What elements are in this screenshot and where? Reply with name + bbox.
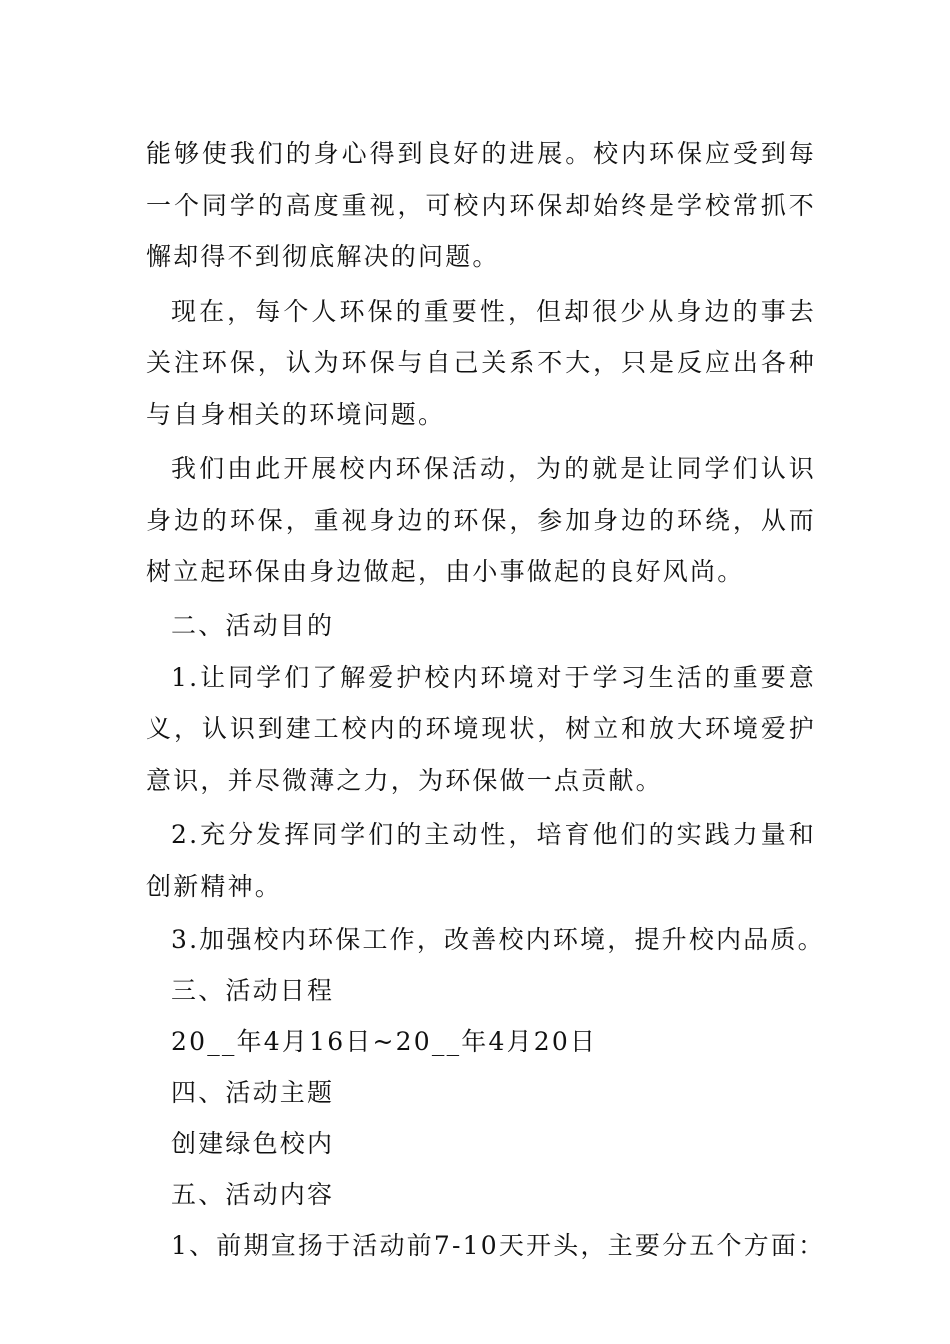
section-heading-theme: 四、活动主题 <box>171 1078 335 1107</box>
paragraph-continuation: 能够使我们的身心得到良好的进展。校内环保应受到每一个同学的高度重视，可校内环保却始终是学校常抓不懈却得不到彻底解决的问题。 <box>146 139 816 271</box>
section-heading-content: 五、活动内容 <box>171 1180 335 1209</box>
goal-item-2: 2.充分发挥同学们的主动性，培育他们的实践力量和创新精神。 <box>146 820 816 901</box>
goal-item-1: 1.让同学们了解爱护校内环境对于学习生活的重要意义，认识到建工校内的环境现状，树立和放大环境爱护意识，并尽微薄之力，为环保做一点贡献。 <box>146 662 816 795</box>
paragraph-purpose: 我们由此开展校内环保活动，为的就是让同学们认识身边的环保，重视身边的环保，参加身边的环绕，从而树立起环保由身边做起，由小事做起的良好风尚。 <box>146 454 816 586</box>
section-heading-goals: 二、活动目的 <box>171 610 335 640</box>
paragraph-importance: 现在，每个人环保的重要性，但却很少从身边的事去关注环保，认为环保与自己关系不大，只是反应出各种与自身相关的环境问题。 <box>146 296 816 429</box>
theme-text: 创建绿色校内 <box>171 1129 335 1158</box>
schedule-dates: 20__年4月16日~20__年4月20日 <box>171 1027 598 1056</box>
goal-item-3: 3.加强校内环保工作，改善校内环境，提升校内品质。 <box>171 925 825 954</box>
content-item-1: 1、前期宣扬于活动前7-10天开头，主要分五个方面： <box>171 1231 826 1260</box>
section-heading-schedule: 三、活动日程 <box>171 976 335 1005</box>
document-body <box>146 128 826 1272</box>
